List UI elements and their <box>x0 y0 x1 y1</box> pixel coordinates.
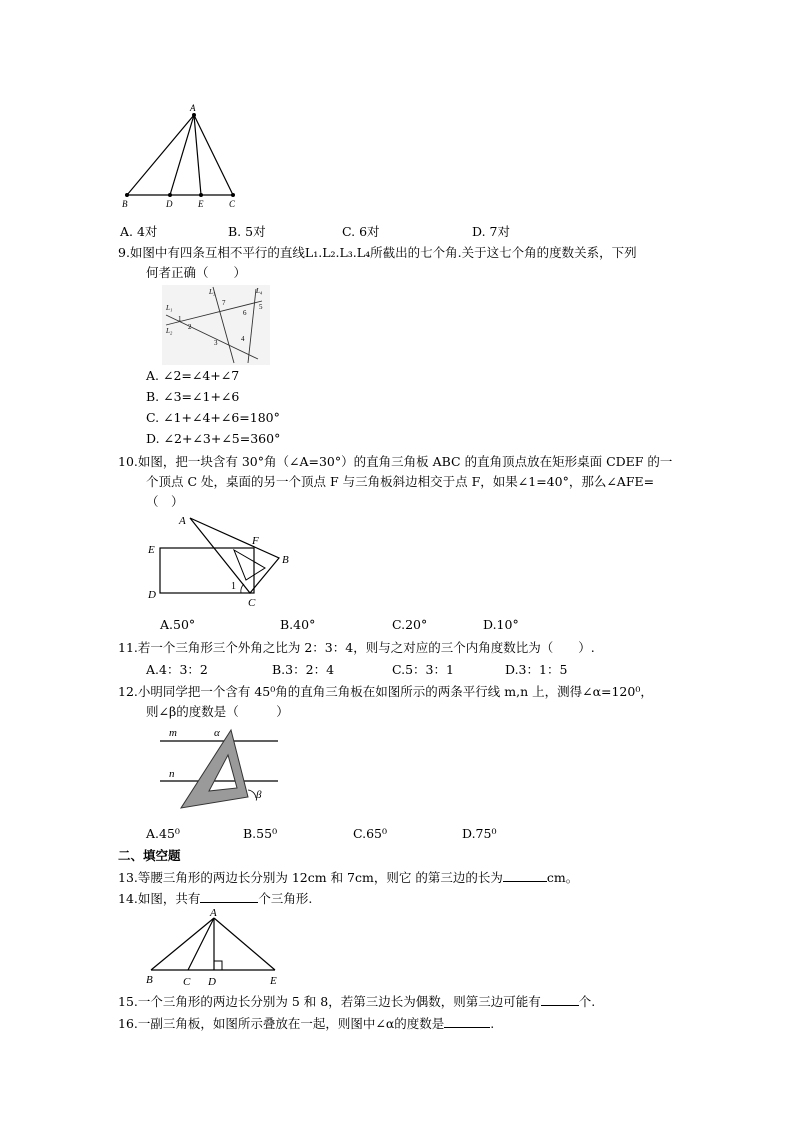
q16-answer-blank[interactable] <box>444 1015 490 1028</box>
label-c: C <box>248 597 256 609</box>
q13-text <box>118 868 578 886</box>
angle-2: 2 <box>188 323 192 331</box>
q9-text-line2: 何者正确（ ） <box>146 265 247 280</box>
q14-text <box>118 889 312 907</box>
section-title-fill-in: 二、填空题 <box>118 848 181 863</box>
angle-7: 7 <box>222 299 226 307</box>
line-n-label: n <box>169 768 175 780</box>
q14-text-after: 个三角形. <box>258 891 313 906</box>
q11-option-b[interactable]: B.3：2：4 <box>272 662 335 677</box>
alpha-label: α <box>214 727 220 739</box>
q13-text-after: cm。 <box>546 870 579 885</box>
q9-figure <box>162 285 270 365</box>
angle-3: 3 <box>214 339 218 347</box>
q8-option-b[interactable]: B. 5对 <box>228 224 266 239</box>
label-b: B <box>122 199 128 209</box>
label-l4: L₄ <box>256 287 263 295</box>
q10-option-a[interactable]: A.50° <box>160 617 196 632</box>
q12-figure <box>160 722 280 814</box>
q9-option-d[interactable]: D. ∠2+∠3+∠5=360° <box>146 431 281 446</box>
q15-answer-blank[interactable] <box>541 993 579 1006</box>
q10-text-line2: 个顶点 C 处，桌面的另一个顶点 F 与三角板斜边相交于点 F，如果∠1=40°，那么∠AFE= <box>146 474 655 489</box>
label-d: D <box>148 589 156 601</box>
q14-answer-blank[interactable] <box>200 890 258 903</box>
line-m-label: m <box>169 727 177 739</box>
q16-text-before: 16.一副三角板，如图所示叠放在一起，则图中∠α的度数是 <box>118 1016 445 1031</box>
angle-1: 1 <box>178 315 182 323</box>
q12-option-d[interactable]: D.75⁰ <box>462 826 497 841</box>
q9-option-a[interactable]: A. ∠2=∠4+∠7 <box>146 368 240 383</box>
label-c: C <box>183 976 191 988</box>
q8-option-c[interactable]: C. 6对 <box>342 224 380 239</box>
q12-text-line1: 12.小明同学把一个含有 45⁰角的直角三角板在如图所示的两条平行线 m,n 上，测得∠α=120⁰， <box>118 684 653 699</box>
q12-option-a[interactable]: A.45⁰ <box>146 826 180 841</box>
q10-text-line1: 10.如图，把一块含有 30°角（∠A=30°）的直角三角板 ABC 的直角顶点放在矩形桌面 CDEF 的一 <box>118 454 673 469</box>
q12-option-b[interactable]: B.55⁰ <box>243 826 278 841</box>
q15-text-after: 个. <box>578 994 596 1009</box>
label-a: A <box>190 103 196 113</box>
q10-option-b[interactable]: B.40° <box>280 617 316 632</box>
q8-option-d[interactable]: D. 7对 <box>472 224 510 239</box>
label-c: C <box>229 199 236 209</box>
label-l2: L₂ <box>166 327 173 335</box>
q10-figure <box>146 512 302 610</box>
label-e: E <box>198 199 204 209</box>
q16-text-after: . <box>490 1016 495 1031</box>
q14-text-before: 14.如图，共有 <box>118 891 201 906</box>
beta-label: β <box>256 789 262 801</box>
angle-1: 1 <box>231 581 236 592</box>
label-l3: L₃ <box>209 288 216 296</box>
q12-text-line2: 则∠β的度数是（ ） <box>146 704 289 719</box>
q16-text <box>118 1014 494 1032</box>
q10-option-d[interactable]: D.10° <box>483 617 519 632</box>
label-e: E <box>270 975 277 987</box>
label-a: A <box>179 515 186 527</box>
label-b: B <box>282 554 289 566</box>
q9-text-line1: 9.如图中有四条互相不平行的直线L₁.L₂.L₃.L₄所截出的七个角.关于这七个角的度数关系，下列 <box>118 245 637 260</box>
angle-6: 6 <box>243 309 247 317</box>
angle-4: 4 <box>241 335 245 343</box>
label-f: F <box>252 535 259 547</box>
q13-answer-blank[interactable] <box>503 869 547 882</box>
q11-text: 11.若一个三角形三个外角之比为 2：3：4，则与之对应的三个内角度数比为（ ）. <box>118 640 595 655</box>
label-b: B <box>146 974 153 986</box>
label-d: D <box>208 976 216 988</box>
q14-figure <box>142 906 284 988</box>
q9-option-b[interactable]: B. ∠3=∠1+∠6 <box>146 389 240 404</box>
q10-option-c[interactable]: C.20° <box>392 617 428 632</box>
angle-5: 5 <box>259 303 263 311</box>
label-e: E <box>148 544 155 556</box>
q11-option-d[interactable]: D.3：1：5 <box>505 662 568 677</box>
q11-option-c[interactable]: C.5：3：1 <box>392 662 454 677</box>
q10-text-line3: （ ） <box>146 494 184 509</box>
q13-text-before: 13.等腰三角形的两边长分别为 12cm 和 7cm，则它 的第三边的长为 <box>118 870 503 885</box>
q15-text-before: 15.一个三角形的两边长分别为 5 和 8，若第三边长为偶数，则第三边可能有 <box>118 994 541 1009</box>
q11-option-a[interactable]: A.4：3：2 <box>146 662 208 677</box>
q8-option-a[interactable]: A. 4对 <box>120 224 158 239</box>
q9-option-c[interactable]: C. ∠1+∠4+∠6=180° <box>146 410 280 425</box>
q8-figure <box>118 100 248 212</box>
label-a: A <box>210 907 217 919</box>
q12-option-c[interactable]: C.65⁰ <box>353 826 388 841</box>
label-d: D <box>166 199 173 209</box>
q15-text <box>118 992 595 1010</box>
label-l1: L₁ <box>166 304 173 312</box>
